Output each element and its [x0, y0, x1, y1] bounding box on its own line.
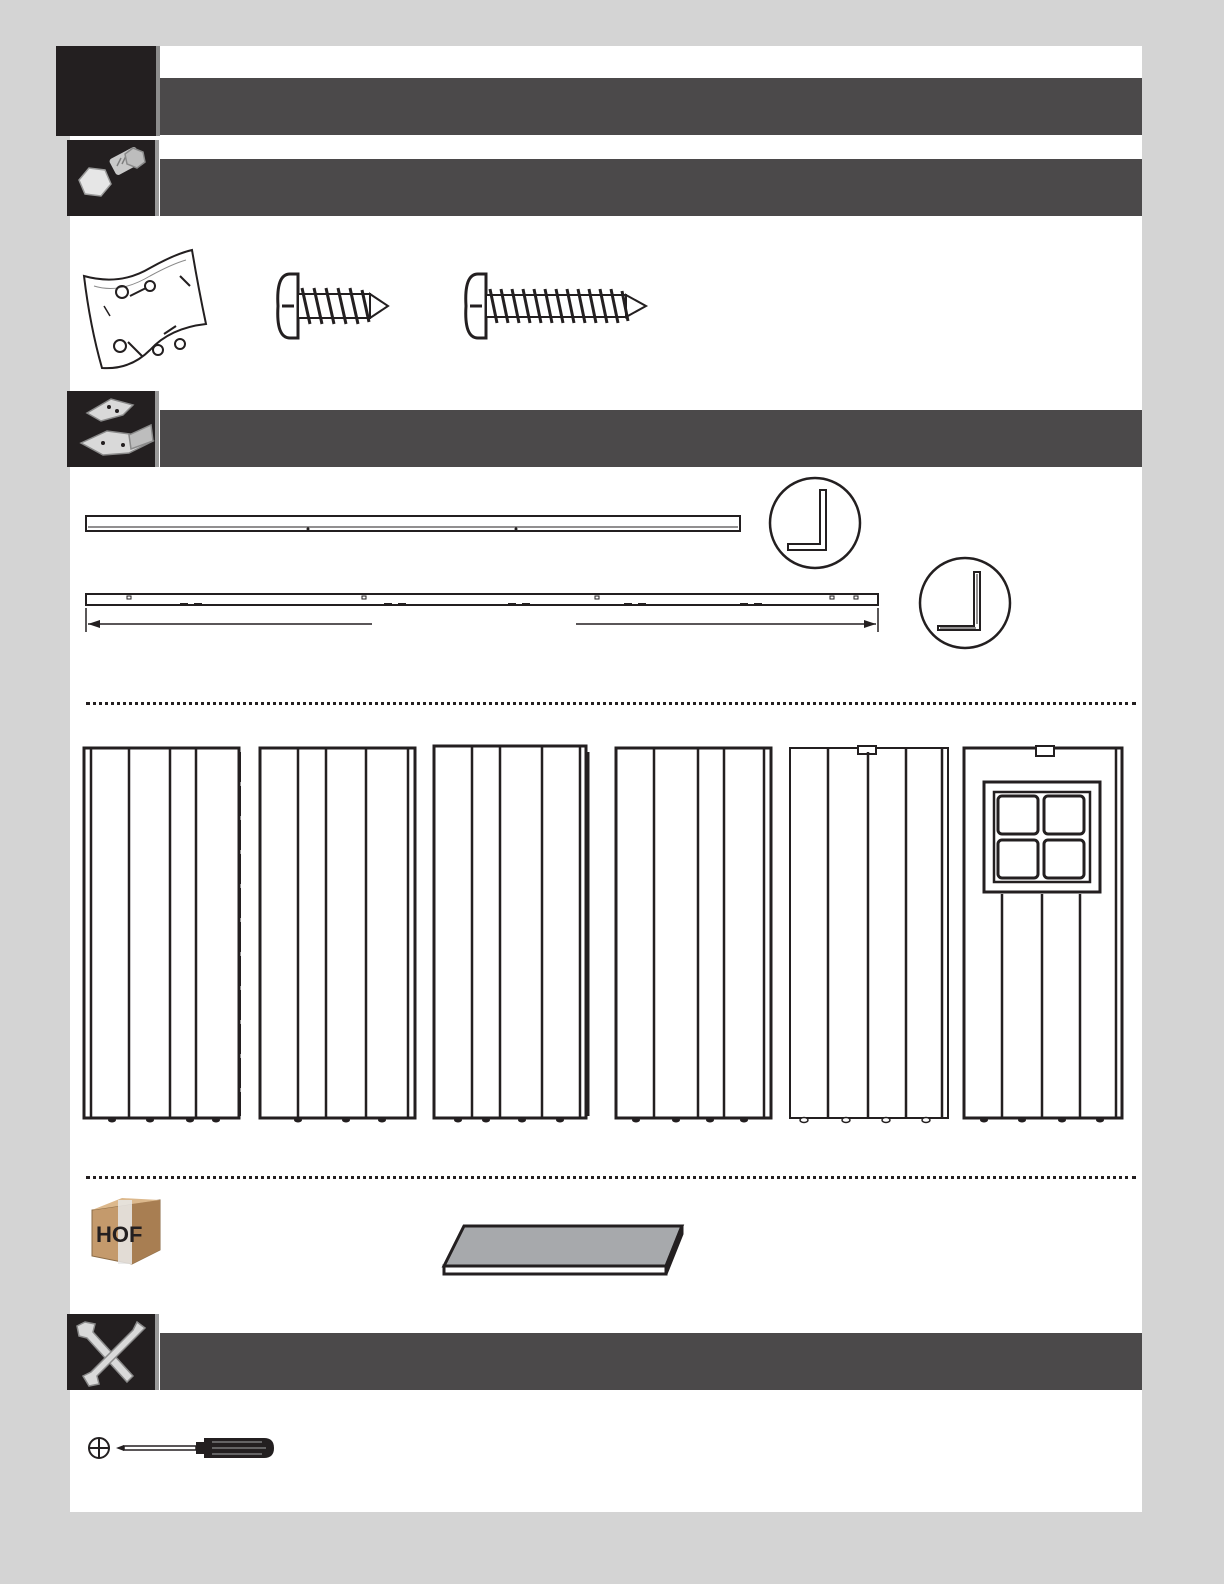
wall-panel-3 [432, 742, 594, 1124]
step-number-box [56, 46, 160, 136]
wall-panel-4 [614, 744, 776, 1124]
step-header-bar [160, 78, 1142, 135]
section-divider-1 [86, 702, 1136, 705]
long-screw-illustration [460, 270, 650, 342]
phillips-screwdriver-icon [86, 1430, 278, 1466]
angle-rail-illustration [84, 590, 884, 638]
parts-section-icon-box [67, 391, 159, 467]
hardware-section-icon-box [67, 140, 159, 216]
tools-section-bar [160, 1333, 1142, 1390]
wall-panel-2 [258, 744, 420, 1124]
parts-section-bar [160, 410, 1142, 467]
hardware-section-bar [160, 159, 1142, 216]
wall-panel-window [962, 744, 1128, 1124]
bolt-nut-icon [67, 140, 155, 216]
section-divider-2 [86, 1176, 1136, 1179]
tools-section-icon-box [67, 1314, 159, 1390]
wall-panel-5 [788, 744, 954, 1124]
floor-panel-illustration [440, 1222, 688, 1278]
rail-profile-detail-1 [766, 474, 864, 572]
hof-box-icon [88, 1194, 166, 1270]
short-screw-illustration [270, 270, 392, 342]
hardware-bag-illustration [80, 246, 210, 372]
wrench-icon [67, 1314, 155, 1390]
long-rail-illustration [84, 514, 744, 536]
rail-profile-detail-2 [916, 554, 1014, 652]
angle-bracket-icon [67, 391, 155, 467]
wall-panel-1 [82, 744, 244, 1124]
hof-label: HOF [96, 1222, 143, 1247]
